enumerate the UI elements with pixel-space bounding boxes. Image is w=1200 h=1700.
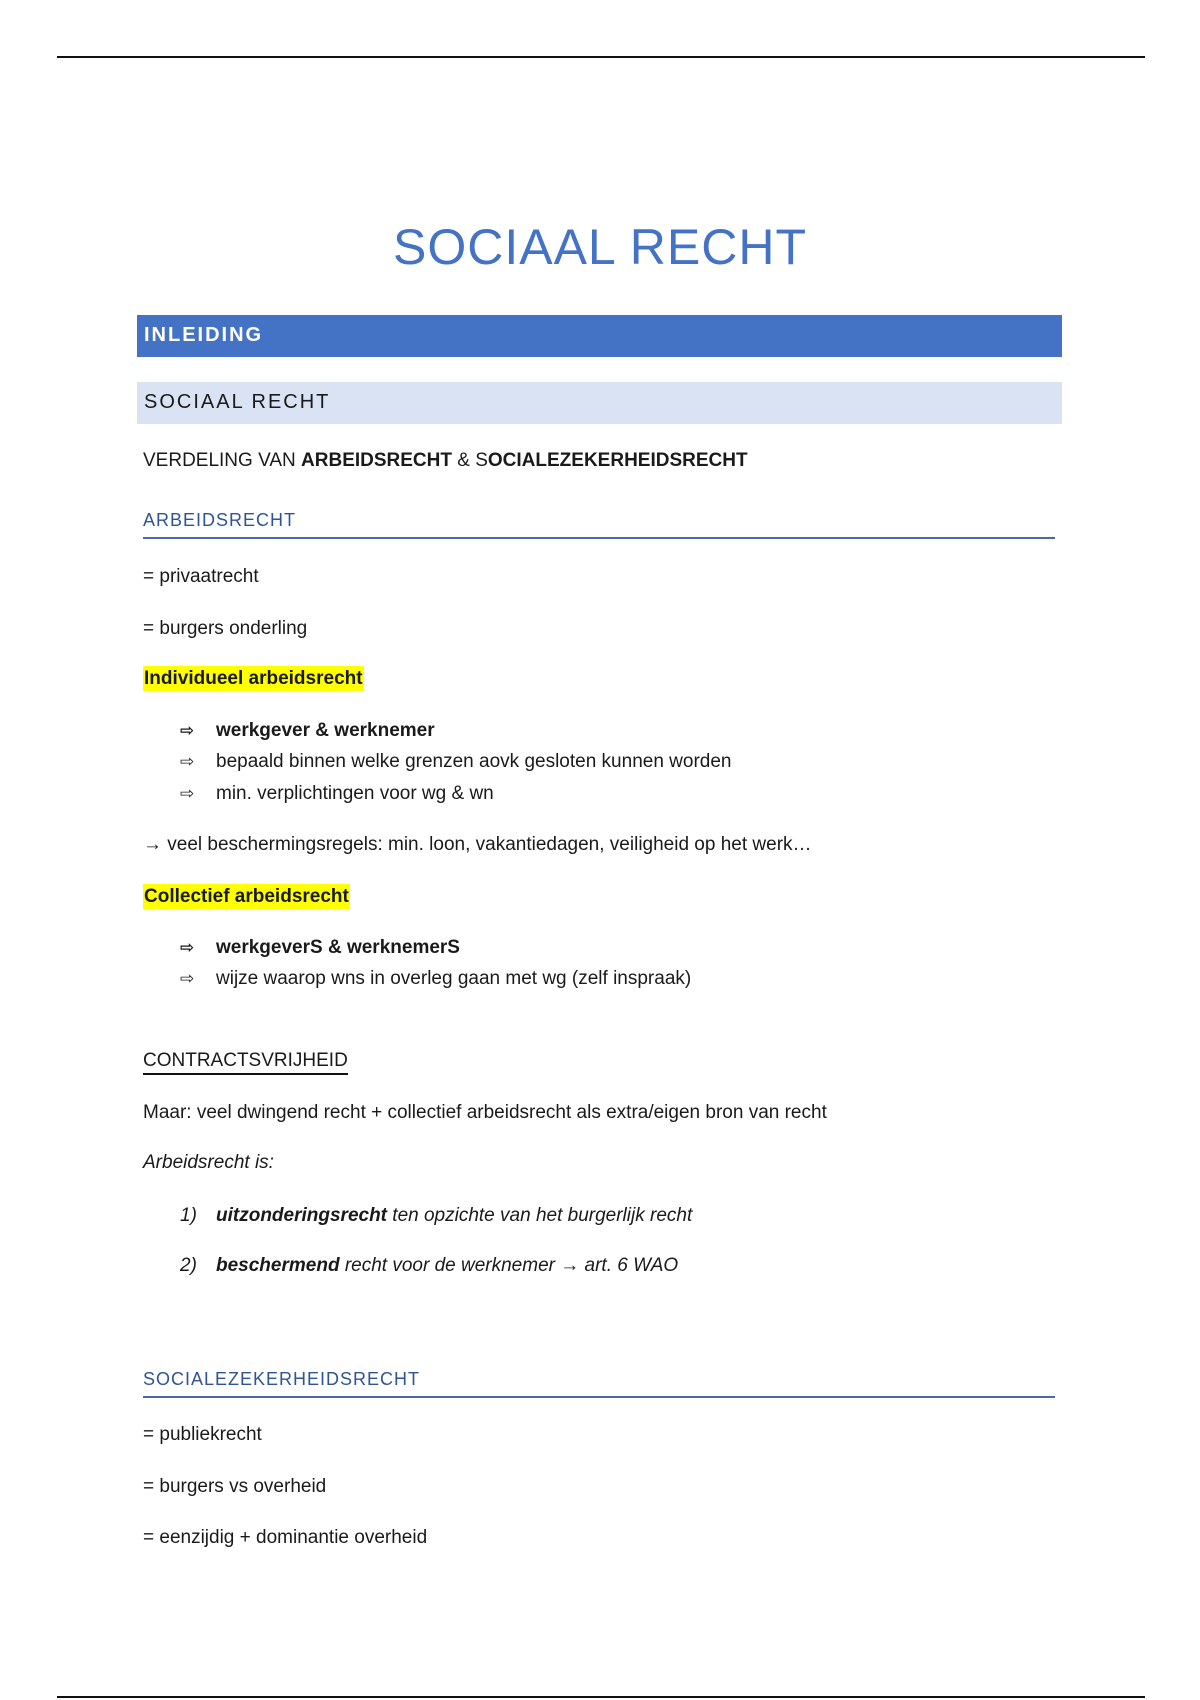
contractsvrijheid-text: Maar: veel dwingend recht + collectief arbeidsrecht als extra/eigen bron van recht <box>143 1102 827 1123</box>
item-bold: uitzonderingsrecht <box>216 1205 388 1226</box>
heading-arbeidsrecht: ARBEIDSRECHT <box>143 510 1055 539</box>
collectief-highlight: Collectief arbeidsrecht <box>144 886 349 907</box>
numbered-item-2 <box>180 1255 678 1277</box>
heading-socialezekerheidsrecht: SOCIALEZEKERHEIDSRECHT <box>143 1369 1055 1398</box>
individueel-highlight: Individueel arbeidsrecht <box>144 668 363 689</box>
arbeidsrecht-line-1: = privaatrecht <box>143 566 259 587</box>
item-number: 2) <box>180 1255 197 1276</box>
individueel-bullet-2 <box>180 751 732 773</box>
numbered-item-1 <box>180 1205 692 1227</box>
item-rest: ten opzichte van het burgerlijk recht <box>387 1205 693 1226</box>
verdeling-line <box>143 450 748 472</box>
szr-line-3: = eenzijdig + dominantie overheid <box>143 1527 428 1548</box>
individueel-bullet-1 <box>180 720 435 742</box>
bold-right-arrow-icon: ⇨ <box>180 938 195 957</box>
document-title: SOCIAAL RECHT <box>392 219 807 275</box>
verdeling-mid: & S <box>451 450 488 471</box>
item-bold: beschermend <box>216 1255 340 1276</box>
contractsvrijheid-heading <box>143 1050 348 1072</box>
bullet-text: bepaald binnen welke grenzen aovk gesloten kunnen worden <box>216 751 732 772</box>
contractsvrijheid-heading-text: CONTRACTSVRIJHEID <box>143 1050 348 1075</box>
collectief-label <box>143 886 350 908</box>
bold-right-arrow-icon: ⇨ <box>180 721 195 740</box>
individueel-label <box>143 668 364 690</box>
page-top-rule <box>57 56 1145 58</box>
bullet-text: werkgever & werknemer <box>216 720 435 741</box>
arbeidsrecht-is-intro: Arbeidsrecht is: <box>143 1152 274 1173</box>
bullet-text: wijze waarop wns in overleg gaan met wg (zelf inspraak) <box>216 968 692 989</box>
item-number: 1) <box>180 1205 197 1226</box>
verdeling-arbeidsrecht: ARBEIDSRECHT <box>301 450 452 471</box>
bescherming-note: → veel beschermingsregels: min. loon, vakantiedagen, veiligheid op het werk… <box>143 834 812 855</box>
verdeling-socialezekerheidsrecht: OCIALEZEKERHEIDSRECHT <box>487 450 748 471</box>
collectief-bullet-1 <box>180 937 460 959</box>
heading-inleiding: INLEIDING <box>137 315 1062 357</box>
heading-sociaal-recht: SOCIAAL RECHT <box>137 382 1062 424</box>
outline-right-arrow-icon: ⇨ <box>180 752 195 771</box>
bullet-text: werkgeverS & werknemerS <box>216 937 460 958</box>
page-bottom-rule <box>57 1696 1145 1698</box>
outline-right-arrow-icon: ⇨ <box>180 784 195 803</box>
arbeidsrecht-line-2: = burgers onderling <box>143 618 308 639</box>
szr-line-1: = publiekrecht <box>143 1424 262 1445</box>
item-rest: recht voor de werknemer → art. 6 WAO <box>339 1255 679 1276</box>
szr-line-2: = burgers vs overheid <box>143 1476 327 1497</box>
individueel-bullet-3 <box>180 783 494 805</box>
verdeling-prefix: VERDELING VAN <box>143 450 302 471</box>
bullet-text: min. verplichtingen voor wg & wn <box>216 783 494 804</box>
collectief-bullet-2 <box>180 968 691 990</box>
outline-right-arrow-icon: ⇨ <box>180 969 195 988</box>
